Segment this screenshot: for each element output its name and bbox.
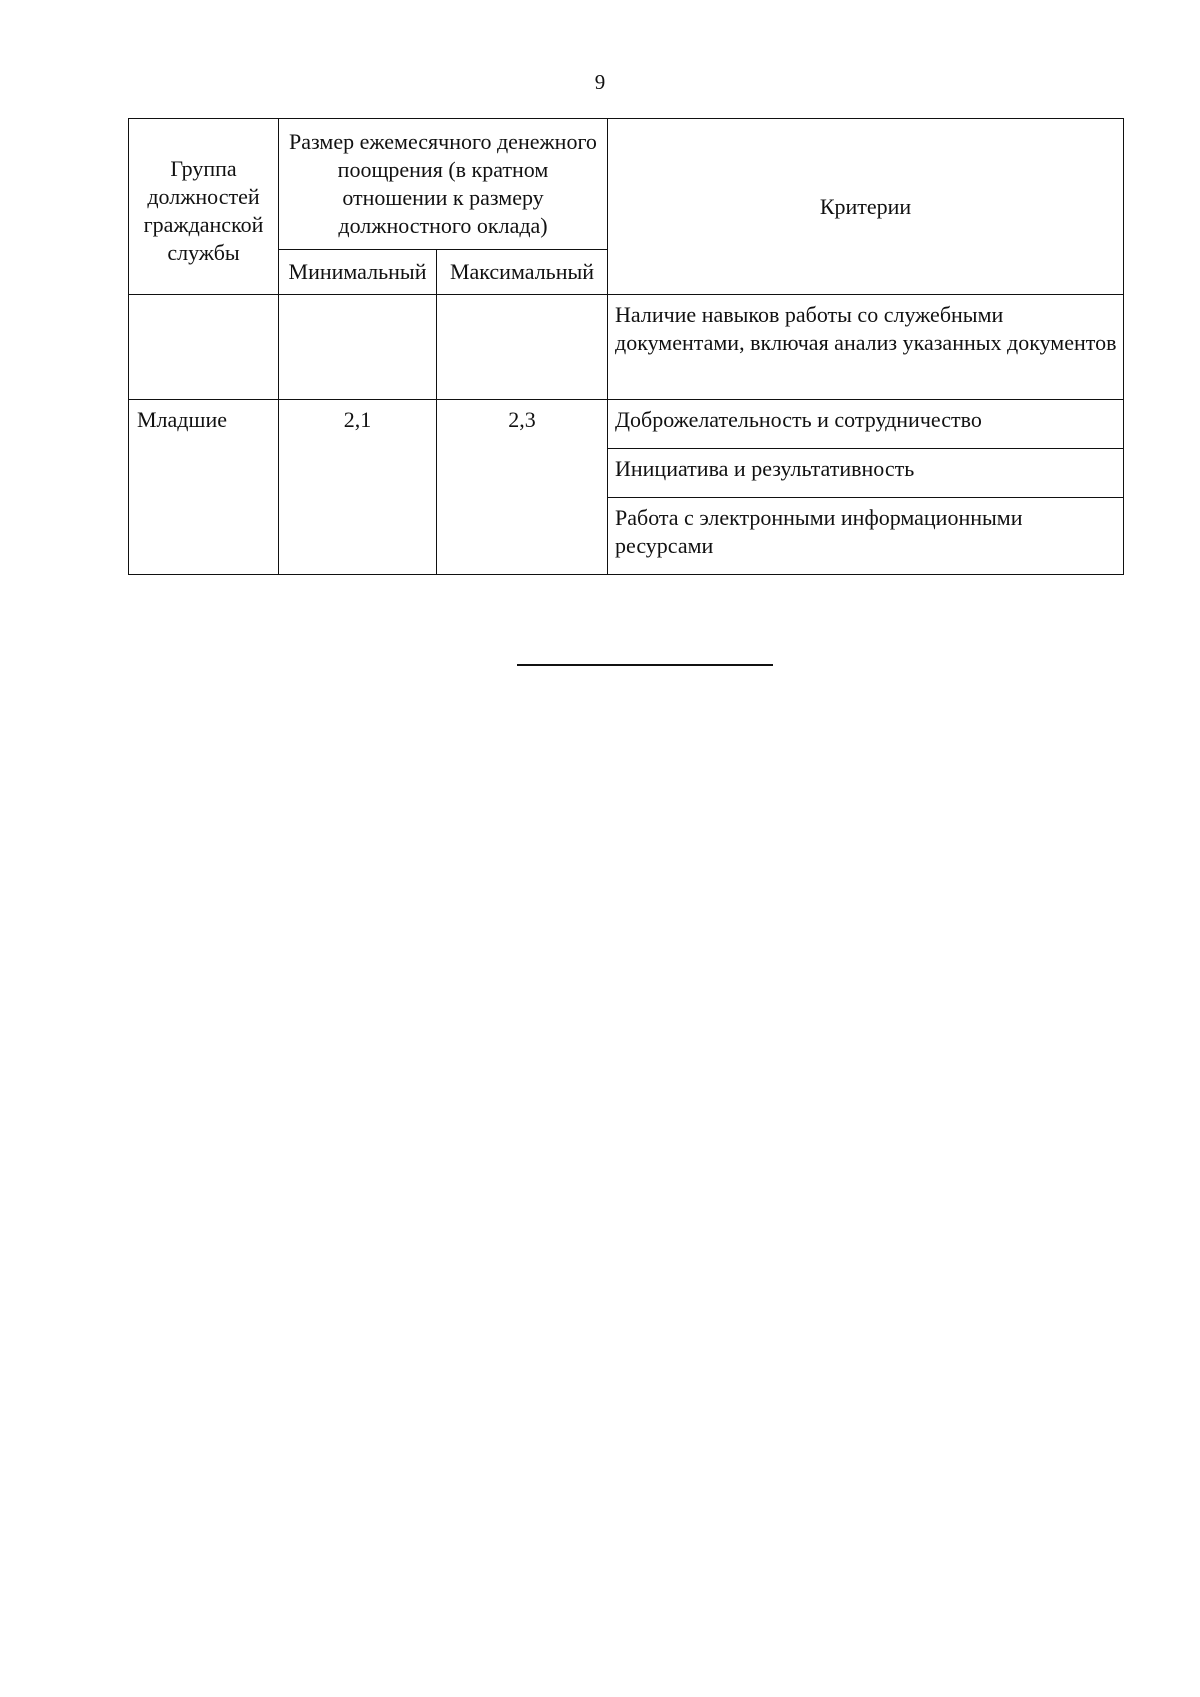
header-size: Размер ежемесячного денежного поощрения (в кратном отношении к размеру должностного оклада) — [279, 119, 608, 250]
table-row — [129, 295, 1124, 400]
cell-criterion: Инициатива и результативность — [608, 449, 1124, 498]
cell-group — [129, 295, 279, 400]
header-group: Группа должностей гражданской службы — [129, 119, 279, 295]
table-row — [129, 400, 1124, 449]
cell-group: Младшие — [129, 400, 279, 575]
header-minimum: Минимальный — [279, 250, 437, 295]
cell-criterion: Работа с электронными информационными ресурсами — [608, 498, 1124, 575]
cell-maximum — [437, 295, 608, 400]
header-criteria: Критерии — [608, 119, 1124, 295]
header-maximum: Максимальный — [437, 250, 608, 295]
cell-minimum — [279, 295, 437, 400]
cell-criterion: Доброжелательность и сотрудничество — [608, 400, 1124, 449]
page-number: 9 — [594, 70, 606, 94]
cell-minimum: 2,1 — [279, 400, 437, 575]
end-separator-line — [517, 664, 773, 666]
table-header-row — [129, 119, 1124, 250]
cell-criterion: Наличие навыков работы со служебными документами, включая анализ указанных документов — [608, 295, 1124, 400]
cell-maximum: 2,3 — [437, 400, 608, 575]
criteria-table — [128, 118, 1124, 575]
